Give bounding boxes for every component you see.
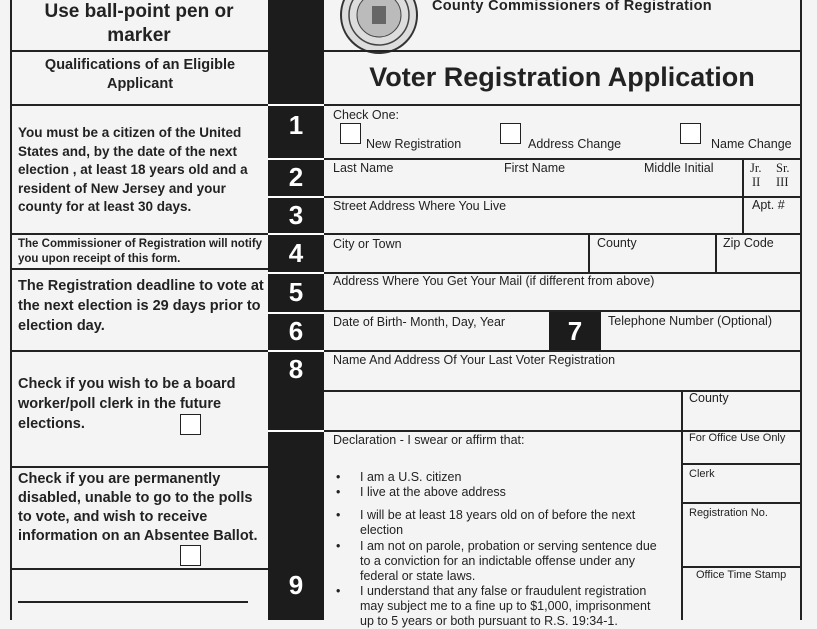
instructions-text: Use ball-point pen or marker <box>44 1 234 46</box>
citizen-requirements: You must be a citizen of the United States and, by the date of the next election , at least 18 years old and a resident of New Jersey and your county for at least 30 days. <box>18 125 248 214</box>
declaration-item-5: • I understand that any false or fraudulent registration may subject me to a fine up to $1,000, imprisonment up to 5 years or both pursuant to R.S. 19:34-1. <box>360 584 665 629</box>
registration-no-label: Registration No. <box>689 507 768 519</box>
office-name: County Commissioners of Registration <box>432 0 712 14</box>
address-change-label: Address Change <box>528 137 622 151</box>
zip-label: Zip Code <box>723 236 774 250</box>
state-seal-icon <box>340 0 418 54</box>
dob-label: Date of Birth- Month, Day, Year <box>333 315 506 329</box>
declaration-item-4: • I am not on parole, probation or serving sentence due to a conviction for an indictable offense under any federal or state laws. <box>360 539 665 584</box>
iii-label: III <box>776 175 789 189</box>
section-number-1: 1 <box>288 110 304 140</box>
section-number-2: 2 <box>288 162 304 192</box>
city-label: City or Town <box>333 237 402 251</box>
section-number-3: 3 <box>288 200 304 230</box>
declaration-heading: Declaration - I swear or affirm that: <box>333 433 525 447</box>
declaration-item-1: • I am a U.S. citizen <box>360 470 660 485</box>
declaration-item-3: • I will be at least 18 years old on of before the next election <box>360 508 660 538</box>
deadline-text: The Registration deadline to vote at the next election is 29 days prior to election day. <box>18 278 264 334</box>
street-address-label: Street Address Where You Live <box>333 199 507 213</box>
middle-initial-label: Middle Initial <box>644 161 714 175</box>
name-change-checkbox[interactable] <box>680 123 701 144</box>
sr-label: Sr. <box>776 161 790 175</box>
notify-text: The Commissioner of Registration will notify you upon receipt of this form. <box>18 238 263 265</box>
office-use-label: For Office Use Only <box>689 432 786 444</box>
county-label: County <box>597 236 637 250</box>
section-number-8: 8 <box>288 354 304 384</box>
section-number-7: 7 <box>567 316 583 346</box>
absentee-checkbox[interactable] <box>180 545 201 566</box>
ii-label: II <box>752 175 761 189</box>
last-registration-label: Name And Address Of Your Last Voter Registration <box>333 353 616 367</box>
name-change-label: Name Change <box>711 137 792 151</box>
form-title: Voter Registration Application <box>369 62 755 92</box>
poll-worker-checkbox[interactable] <box>180 414 201 435</box>
section-number-4: 4 <box>288 238 304 268</box>
declaration-item-2: • I live at the above address <box>360 485 660 500</box>
clerk-label: Clerk <box>689 468 715 480</box>
new-registration-label: New Registration <box>366 137 462 151</box>
time-stamp-label: Office Time Stamp <box>696 569 787 581</box>
first-name-label: First Name <box>504 161 566 175</box>
poll-worker-text: Check if you wish to be a board worker/poll clerk in the future elections. <box>18 376 236 432</box>
number-column <box>268 0 324 620</box>
jr-label: Jr. <box>750 161 762 175</box>
apt-label: Apt. # <box>752 198 785 212</box>
county2-label: County <box>689 391 729 405</box>
check-one-label: Check One: <box>333 108 400 122</box>
absentee-text: Check if you are permanently disabled, unable to go to the polls to vote, and wish to receive information on an Absentee Ballot. <box>18 471 258 544</box>
section-number-6: 6 <box>288 316 304 346</box>
section-number-5: 5 <box>288 277 304 307</box>
mail-address-label: Address Where You Get Your Mail (if different from above) <box>333 274 655 288</box>
address-change-checkbox[interactable] <box>500 123 521 144</box>
last-name-label: Last Name <box>333 161 394 175</box>
section-number-9: 9 <box>288 570 304 600</box>
phone-label: Telephone Number (Optional) <box>608 314 772 328</box>
qualifications-heading: Qualifications of an Eligible Applicant <box>44 57 236 92</box>
new-registration-checkbox[interactable] <box>340 123 361 144</box>
